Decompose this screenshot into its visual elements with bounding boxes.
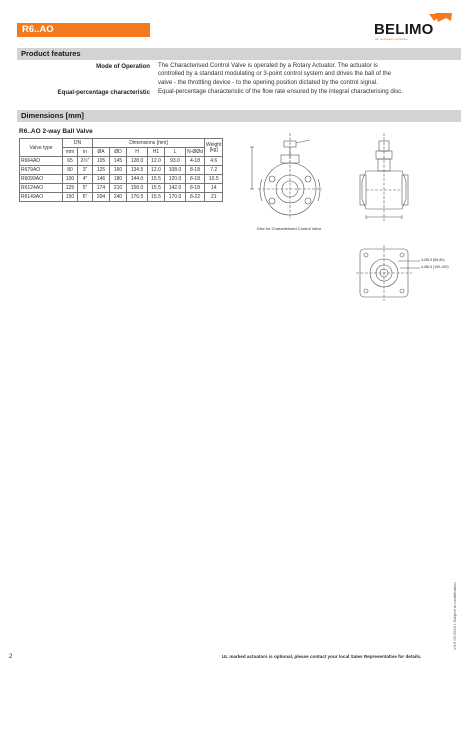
page-number: 2 — [9, 654, 13, 660]
cell: 3" — [78, 166, 93, 175]
cell: 4" — [78, 175, 93, 184]
cell: 128.0 — [127, 157, 148, 166]
cell: 12.0 — [148, 166, 165, 175]
cell: 240 — [110, 193, 127, 202]
feature-label-mode: Mode of Operation — [96, 63, 150, 70]
cell: 125 — [93, 166, 110, 175]
cell: 108.0 — [165, 166, 186, 175]
feature-line: controlled by a standard modulating or 3-point control system and drives the ball of the — [158, 70, 392, 78]
table-row — [20, 175, 223, 184]
header-dn: DN — [63, 139, 93, 148]
belimo-logo — [374, 12, 464, 40]
cell: 158.0 — [127, 184, 148, 193]
cell: R6149AO — [20, 193, 63, 202]
top-view-drawing — [356, 245, 420, 301]
cell: 93.0 — [165, 157, 186, 166]
cell: 146 — [93, 175, 110, 184]
drawing-label: 4-Ø6.5 (100-150) — [421, 265, 449, 269]
cell: 8-22 — [186, 193, 205, 202]
logo-tagline: Air- and water-perfection — [375, 37, 408, 41]
cell: 65 — [63, 157, 78, 166]
cell: 150 — [63, 193, 78, 202]
cell: 204 — [93, 193, 110, 202]
section-heading-dimensions: Dimensions [mm] — [17, 110, 461, 122]
cell: 8-18 — [186, 175, 205, 184]
cell: 144.0 — [127, 175, 148, 184]
table-header-row — [20, 139, 223, 148]
subheader-cell: ØA — [93, 148, 110, 157]
feature-line: The Characterised Control Valve is operated by a Rotary Actuator. The actuator is — [158, 62, 378, 69]
feature-line: Equal-percentage characteristic of the flow rate ensured by the integral characterising disc. — [158, 88, 403, 95]
cell: 14 — [205, 184, 223, 193]
front-view-drawing — [250, 133, 322, 219]
logo-text: BELIMO — [374, 21, 434, 38]
cell: R664AO — [20, 157, 63, 166]
feature-label-equal-percentage: Equal-percentage characteristic — [57, 89, 150, 96]
cell: 160 — [110, 166, 127, 175]
cell: 80 — [63, 166, 78, 175]
cell: 5" — [78, 184, 93, 193]
cell: 8-18 — [186, 166, 205, 175]
subheader-cell: H1 — [148, 148, 165, 157]
cell: R679AO — [20, 166, 63, 175]
subheader-cell: ØD — [110, 148, 127, 157]
section-heading-product-features: Product features — [17, 48, 461, 60]
subheader-cell: L — [165, 148, 186, 157]
side-view-drawing — [360, 133, 408, 223]
cell: 10.5 — [205, 175, 223, 184]
drawing-label: 4-Ø5.5 (65-80) — [421, 258, 445, 262]
cell: 176.5 — [127, 193, 148, 202]
table-row — [20, 184, 223, 193]
cell: 210 — [110, 184, 127, 193]
feature-text-equal-percentage — [158, 88, 458, 96]
cell: 145 — [110, 157, 127, 166]
cell: 12.0 — [148, 157, 165, 166]
cell: 105 — [93, 157, 110, 166]
cell: 2½" — [78, 157, 93, 166]
cell: 21 — [205, 193, 223, 202]
page-title: R6..AO — [17, 23, 150, 37]
cell: R6124AO — [20, 184, 63, 193]
footer-note: UL marked actuators is optional, please contact your local Sales Representative for details. — [222, 654, 422, 659]
dimensions-table — [19, 138, 223, 202]
cell: 142.0 — [165, 184, 186, 193]
cell: 134.5 — [127, 166, 148, 175]
valve-drawings — [248, 131, 463, 306]
table-row — [20, 157, 223, 166]
subheader-cell: N-ØØd — [187, 149, 203, 155]
subheader-cell: mm — [63, 148, 78, 157]
cell: 15.5 — [148, 175, 165, 184]
cell: 8-18 — [186, 184, 205, 193]
valve-subtitle: R6..AO 2-way Ball Valve — [19, 128, 93, 135]
drawing-caption: Disc for Characterised Control Valve — [257, 226, 322, 231]
cell: 15.5 — [148, 184, 165, 193]
cell: 170.0 — [165, 193, 186, 202]
cell: 180 — [110, 175, 127, 184]
header-dimensions: Dimensions [mm] — [93, 139, 205, 148]
revision-note: V4.6 09.2019 • Subject to modification — [452, 582, 457, 650]
cell: 174 — [93, 184, 110, 193]
cell: 120.0 — [165, 175, 186, 184]
cell: 4-18 — [186, 157, 205, 166]
table-row — [20, 193, 223, 202]
cell: 100 — [63, 175, 78, 184]
cell: R6099AO — [20, 175, 63, 184]
header-valve-type: Valve type — [20, 139, 63, 157]
feature-text-mode — [158, 62, 458, 87]
cell: 7.2 — [205, 166, 223, 175]
cell: 125 — [63, 184, 78, 193]
cell: 15.5 — [148, 193, 165, 202]
cell: 4.6 — [205, 157, 223, 166]
cell: 6" — [78, 193, 93, 202]
subheader-cell: H — [127, 148, 148, 157]
feature-line: valve - the throttling device - to the opening position dictated by the control signal. — [158, 78, 378, 86]
table-row — [20, 166, 223, 175]
header-weight: Weight [kg] — [205, 139, 223, 157]
subheader-cell: in — [78, 148, 93, 157]
